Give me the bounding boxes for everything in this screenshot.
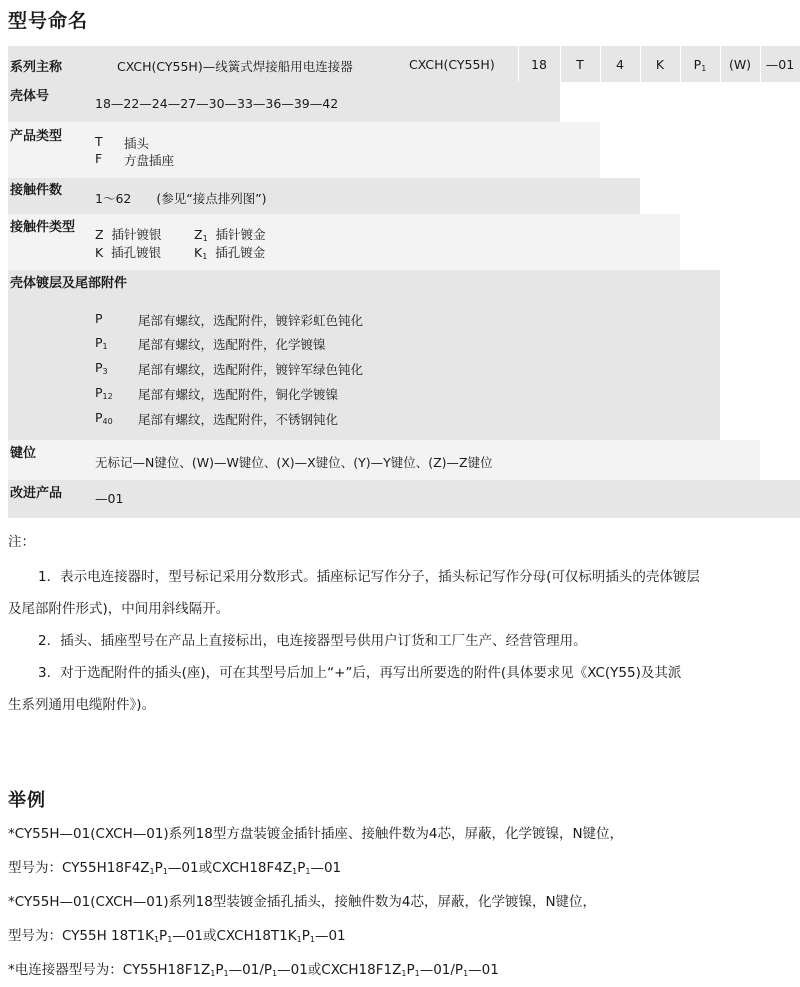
plating-code-p1: $P_1$ [95,335,108,351]
code-key: (W) [728,57,752,72]
code-type: T [576,57,584,72]
value-series: CXCH(CY55H)—线簧式焊接船用电连接器 [117,59,353,74]
ct-z1: $Z_1$ 插针镀金 [194,227,266,243]
code-contact-type: K [655,57,665,72]
type-code-f: F [95,151,103,166]
label-improve: 改进产品 [10,486,63,501]
code-contacts: 4 [616,57,624,72]
value-series-code: CXCH(CY55H) [409,57,495,72]
label-key: 键位 [10,446,37,461]
plating-text-p12: 尾部有螺纹，选配附件，铜化学镀镍 [138,387,339,402]
plating-text-p40: 尾部有螺纹，选配附件，不锈钢钝化 [138,412,339,427]
page-title: 型号命名 [8,10,89,32]
code-shell: 18 [531,57,547,72]
ct-k1: $K_1$ 插孔镀金 [194,245,266,261]
type-text-f: 方盘插座 [124,153,175,168]
example-2: *CY55H—01(CXCH—01)系列18型装镀金插孔插头，接触件数为4芯，屏蔽，化学镀镍，N键位， [8,894,597,910]
value-contacts: 1～62 (参见“接点排列图”) [95,191,267,206]
ct-z: Z 插针镀银 [95,227,162,242]
code-improve: —01 [765,57,795,72]
plating-code-p12: $P_{12}$ [95,385,113,401]
label-product-type: 产品类型 [10,129,63,144]
label-contacts: 接触件数 [10,183,63,198]
type-text-t: 插头 [124,136,150,151]
label-contact-type: 接触件类型 [10,220,76,235]
examples-title: 举例 [8,790,46,811]
plating-code-p40: $P_{40}$ [95,410,113,426]
plating-text-p: 尾部有螺纹，选配附件，镀锌彩虹色钝化 [138,313,364,328]
example-3-model: *电连接器型号为：$CY55H18F1Z_1P_1—01/P_1—01$或$CXCH18F1Z_1P_1—01/P_1—01$ [8,962,499,978]
note-3a: 3．对于选配附件的插头(座)，可在其型号后加上“+”后，再写出所要选的附件(具体要求见《XC(Y55)及其派 [38,665,682,681]
note-3b: 生系列通用电缆附件》)。 [8,697,156,713]
value-shell: 18—22—24—27—30—33—36—39—42 [95,96,339,111]
example-1: *CY55H—01(CXCH—01)系列18型方盘装镀金插针插座、接触件数为4芯，屏蔽，化学镀镍，N键位， [8,826,624,842]
value-improve: —01 [95,491,124,506]
note-1b: 及尾部附件形式)，中间用斜线隔开。 [8,601,230,617]
ct-k: K 插孔镀银 [95,245,162,260]
plating-text-p3: 尾部有螺纹，选配附件，镀锌军绿色钝化 [138,362,364,377]
notes-head: 注： [8,534,35,550]
label-series: 系列主称 [10,60,63,75]
plating-code-p: P [95,311,103,326]
plating-text-p1: 尾部有螺纹，选配附件，化学镀镍 [138,337,326,352]
note-2: 2．插头、插座型号在产品上直接标出，电连接器型号供用户订货和工厂生产、经营管理用。 [38,633,587,649]
row-bar-type [8,122,600,178]
type-code-t: T [95,134,103,149]
example-2-model: 型号为：CY55H $18T1K_1P_1—01$或$CXCH18T1K_1P_1—01$ [8,928,346,944]
row-bar-plating [8,270,720,440]
value-key: 无标记—N键位、(W)—W键位、(X)—X键位、(Y)—Y键位、(Z)—Z键位 [95,455,493,470]
note-1a: 1．表示电连接器时，型号标记采用分数形式。插座标记写作分子，插头标记写作分母(可仅标明插头的壳体镀层 [38,569,700,585]
label-plating: 壳体镀层及尾部附件 [10,276,128,291]
example-1-model: 型号为：$CY55H18F4Z_1P_1—01$或$CXCH18F4Z_1P_1—01$ [8,860,342,876]
plating-code-p3: $P_3$ [95,360,108,376]
row-bar-improve [8,480,800,518]
label-shell: 壳体号 [10,89,50,104]
code-plating: $P_1$ [693,57,707,73]
